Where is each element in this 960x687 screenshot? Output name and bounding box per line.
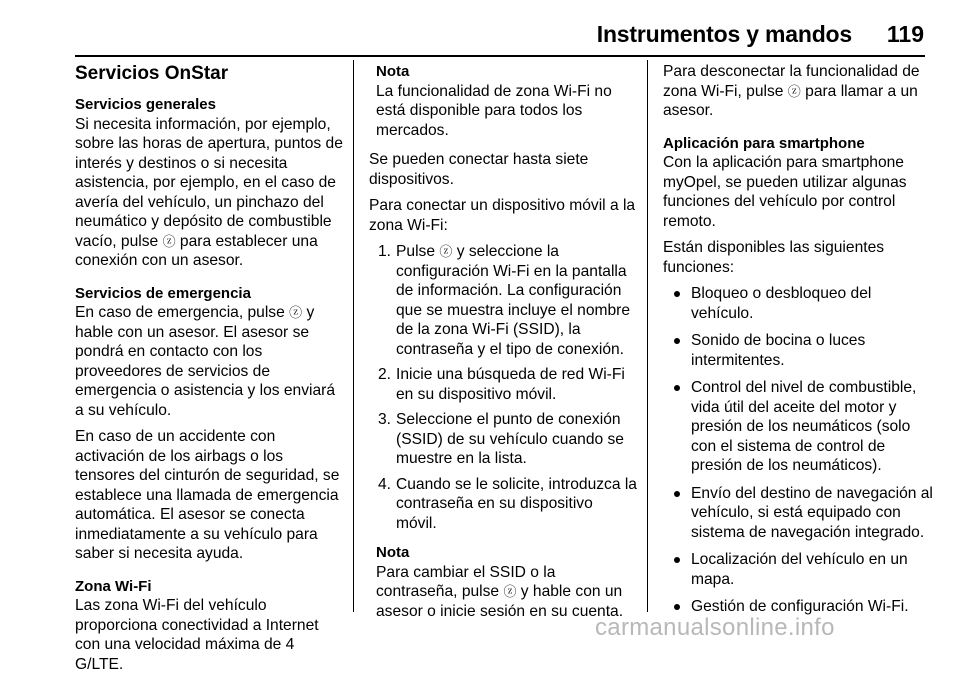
disconnect-text: Para desconectar la funcionalidad de zona Wi-Fi, pulse ⓩ para llamar a un asesor.: [663, 63, 920, 119]
list-item: Sonido de bocina o luces intermitentes.: [663, 331, 933, 370]
bullet-icon: [674, 491, 680, 497]
devices-text: Se pueden conectar hasta siete dispositivos.: [369, 151, 589, 188]
list-item: 4. Cuando se le solicite, introduzca la contraseña en su dispositivo móvil.: [378, 475, 637, 532]
list-item: 1. Pulse ⓩ y seleccione la configuración Wi-Fi en la pantalla de información. La configuración que se muestra incluye el nombre de la zona Wi-Fi (SSID), la contraseña y el tipo de conexión.: [378, 243, 631, 358]
list-item: 3. Seleccione el punto de conexión (SSID) de su vehículo cuando se muestre en la lista.: [378, 411, 624, 467]
list-item: 2. Inicie una búsqueda de red Wi-Fi en su dispositivo móvil.: [378, 366, 625, 403]
bullet-icon: [674, 604, 680, 610]
bullet-icon: [674, 338, 680, 344]
list-item: Localización del vehículo en un mapa.: [663, 550, 933, 589]
sos-icon: ⓩ: [289, 305, 303, 320]
emergency-services-text-2: En caso de un accidente con activación de los airbags o los tensores del cinturón de seguridad, se establece una llamada de emergencia automática. El asesor se conecta inmediatamente a su vehículo para saber si necesita ayuda.: [75, 428, 340, 562]
onstar-service-icon: ⓩ: [439, 244, 453, 259]
onstar-service-icon: ⓩ: [503, 584, 517, 599]
note-1: [376, 62, 637, 140]
bullet-icon: [674, 385, 680, 391]
note-2-text: Para cambiar el SSID o la contraseña, pulse ⓩ y hable con un asesor o inicie sesión en su cuenta.: [376, 563, 624, 620]
functions-list: [663, 284, 933, 617]
smartphone-app-heading: Aplicación para smartphone: [663, 134, 865, 152]
wifi-hotspot-heading: Zona Wi-Fi: [75, 577, 152, 595]
connect-steps: [369, 242, 637, 533]
note-2: [376, 543, 637, 621]
note-1-heading: Nota: [376, 63, 410, 80]
wifi-hotspot-text: Las zona Wi-Fi del vehículo proporciona conectividad a Internet con una velocidad máxima de 4 G/LTE.: [75, 597, 319, 673]
column-divider-1: [353, 60, 354, 612]
smartphone-app: [663, 134, 933, 232]
chapter-title: Instrumentos y mandos: [596, 21, 852, 47]
page-header: [0, 0, 960, 60]
onstar-service-icon: ⓩ: [787, 83, 801, 99]
page-number: 119: [886, 21, 924, 47]
list-item: Bloqueo o desbloqueo del vehículo.: [663, 284, 933, 323]
emergency-services-heading: Servicios de emergencia: [75, 284, 251, 302]
connect-intro-text: Para conectar un dispositivo móvil a la zona Wi-Fi:: [369, 197, 636, 234]
general-services: [75, 95, 343, 271]
watermark: carmanualsonline.info: [595, 614, 835, 641]
smartphone-app-text: Con la aplicación para smartphone myOpel, se pueden utilizar algunas funciones del vehículo por control remoto.: [663, 154, 907, 230]
emergency-services-text-1: En caso de emergencia, pulse ⓩ y hable con un asesor. El asesor se pondrá en contacto con los proveedores de servicios de emergencia o asistencia y los enviará a su vehículo.: [75, 304, 336, 419]
column-1: [75, 62, 343, 687]
general-services-text: Si necesita información, por ejemplo, sobre las horas de apertura, puntos de interés y destinos o si necesita asistencia, por ejemplo, en el caso de avería del vehículo, un pinchazo del neumático y depósito de combustible vacío, pulse ⓩ para establecer una conexión con un asesor.: [75, 115, 343, 269]
list-item: Control del nivel de combustible, vida útil del aceite del motor y presión de los neumáticos (solo con el sistema de control de presión de los neumáticos).: [663, 378, 933, 476]
bullet-icon: [674, 557, 680, 563]
wifi-hotspot: [75, 577, 343, 675]
note-1-text: La funcionalidad de zona Wi-Fi no está disponible para todos los mercados.: [376, 82, 612, 139]
section-title: Servicios OnStar: [75, 63, 229, 84]
list-item: Gestión de configuración Wi-Fi.: [663, 597, 933, 617]
bullet-icon: [674, 291, 680, 297]
available-functions-text: Están disponibles las siguientes funciones:: [663, 239, 885, 276]
general-services-heading: Servicios generales: [75, 96, 216, 113]
note-2-heading: Nota: [376, 544, 410, 561]
column-divider-2: [647, 60, 648, 612]
column-2: [369, 62, 637, 631]
emergency-services: [75, 284, 343, 564]
list-item: Envío del destino de navegación al vehículo, si está equipado con sistema de navegación integrado.: [663, 484, 933, 543]
header-rule: [75, 55, 925, 57]
column-3: [663, 62, 933, 625]
onstar-service-icon: ⓩ: [162, 233, 176, 249]
